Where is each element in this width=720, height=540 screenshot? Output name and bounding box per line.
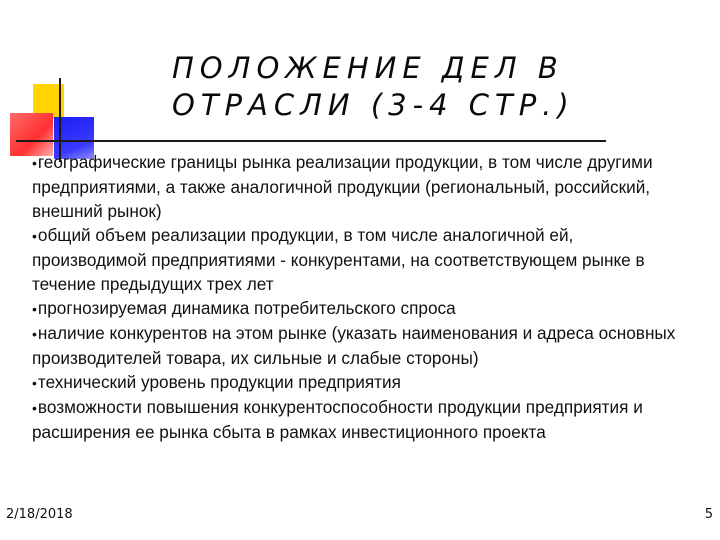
slide-title-line-2: ОТРАСЛИ (3-4 СТР.) bbox=[172, 88, 575, 122]
list-item bbox=[32, 150, 692, 223]
page-number: 5 bbox=[704, 507, 713, 522]
list-item bbox=[32, 370, 692, 395]
bullet-icon: • bbox=[32, 155, 37, 171]
horizontal-rule bbox=[16, 140, 606, 142]
list-item-text: наличие конкурентов на этом рынке (указать наименования и адреса основных производителей товара, их сильные и слабые стороны) bbox=[32, 323, 676, 368]
bullet-list bbox=[32, 150, 692, 444]
list-item-text: географические границы рынка реализации продукции, в том числе другими предприятиями, а также аналогичной продукции (региональный, российский, внешний рынок) bbox=[32, 152, 653, 221]
bullet-icon: • bbox=[32, 375, 37, 391]
footer-date: 2/18/2018 bbox=[6, 507, 73, 522]
list-item-text: прогнозируемая динамика потребительского спроса bbox=[37, 298, 456, 318]
list-item bbox=[32, 395, 692, 444]
bullet-icon: • bbox=[32, 326, 37, 342]
bullet-icon: • bbox=[32, 301, 37, 317]
list-item bbox=[32, 223, 692, 296]
list-item bbox=[32, 321, 692, 370]
list-item bbox=[32, 296, 692, 321]
slide-title bbox=[172, 50, 702, 124]
list-item-text: общий объем реализации продукции, в том числе аналогичной ей, производимой предприятиями - конкурентами, на соответствующем рынке в течение предыдущих трех лет bbox=[32, 225, 645, 294]
slide-title-line-1: ПОЛОЖЕНИЕ ДЕЛ В bbox=[172, 51, 564, 85]
bullet-icon: • bbox=[32, 228, 37, 244]
list-item-text: возможности повышения конкурентоспособности продукции предприятия и расширения ее рынка сбыта в рамках инвестиционного проекта bbox=[32, 397, 643, 442]
bullet-icon: • bbox=[32, 400, 37, 416]
list-item-text: технический уровень продукции предприятия bbox=[37, 372, 401, 392]
